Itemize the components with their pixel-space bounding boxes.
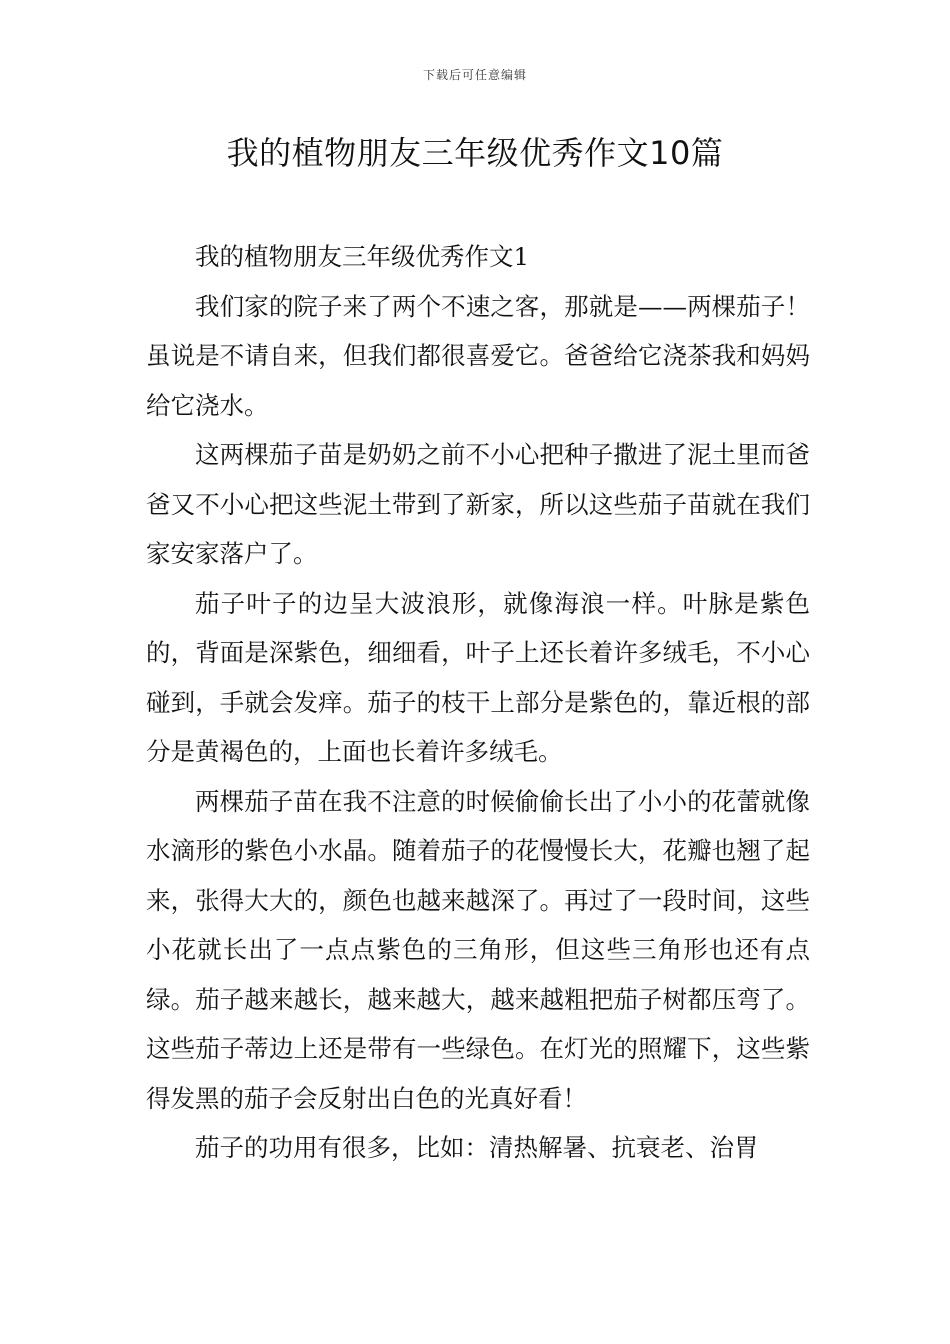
paragraph: 我们家的院子来了两个不速之客，那就是——两棵茄子！虽说是不请自来，但我们都很喜爱它。爸爸给它浇茶我和妈妈给它浇水。 [146,291,810,420]
paragraph: 茄子的功用有很多，比如：清热解暑、抗衰老、治胃 [195,1133,759,1162]
document-body [146,232,810,1173]
essay-subtitle: 我的植物朋友三年级优秀作文1 [195,242,530,271]
paragraph: 茄子叶子的边呈大波浪形，就像海浪一样。叶脉是紫色的，背面是深紫色，细细看，叶子上还长着许多绒毛，不小心碰到，手就会发痒。茄子的枝干上部分是紫色的，靠近根的部分是黄褐色的，上面也长着许多绒毛。 [146,588,810,766]
document-title: 我的植物朋友三年级优秀作文10篇 [226,134,724,172]
paragraph: 这两棵茄子苗是奶奶之前不小心把种子撒进了泥土里而爸爸又不小心把这些泥土带到了新家，所以这些茄子苗就在我们家安家落户了。 [146,440,810,568]
paragraph: 两棵茄子苗在我不注意的时候偷偷长出了小小的花蕾就像水滴形的紫色小水晶。随着茄子的花慢慢长大，花瓣也翘了起来，张得大大的，颜色也越来越深了。再过了一段时间，这些小花就长出了一点点紫色的三角形，但这些三角形也还有点绿。茄子越来越长，越来越大，越来越粗把茄子树都压弯了。这些茄子蒂边上还是带有一些绿色。在灯光的照耀下，这些紫得发黑的茄子会反射出白色的光真好看！ [146,786,810,1113]
header-note: 下载后可任意编辑 [422,68,527,82]
